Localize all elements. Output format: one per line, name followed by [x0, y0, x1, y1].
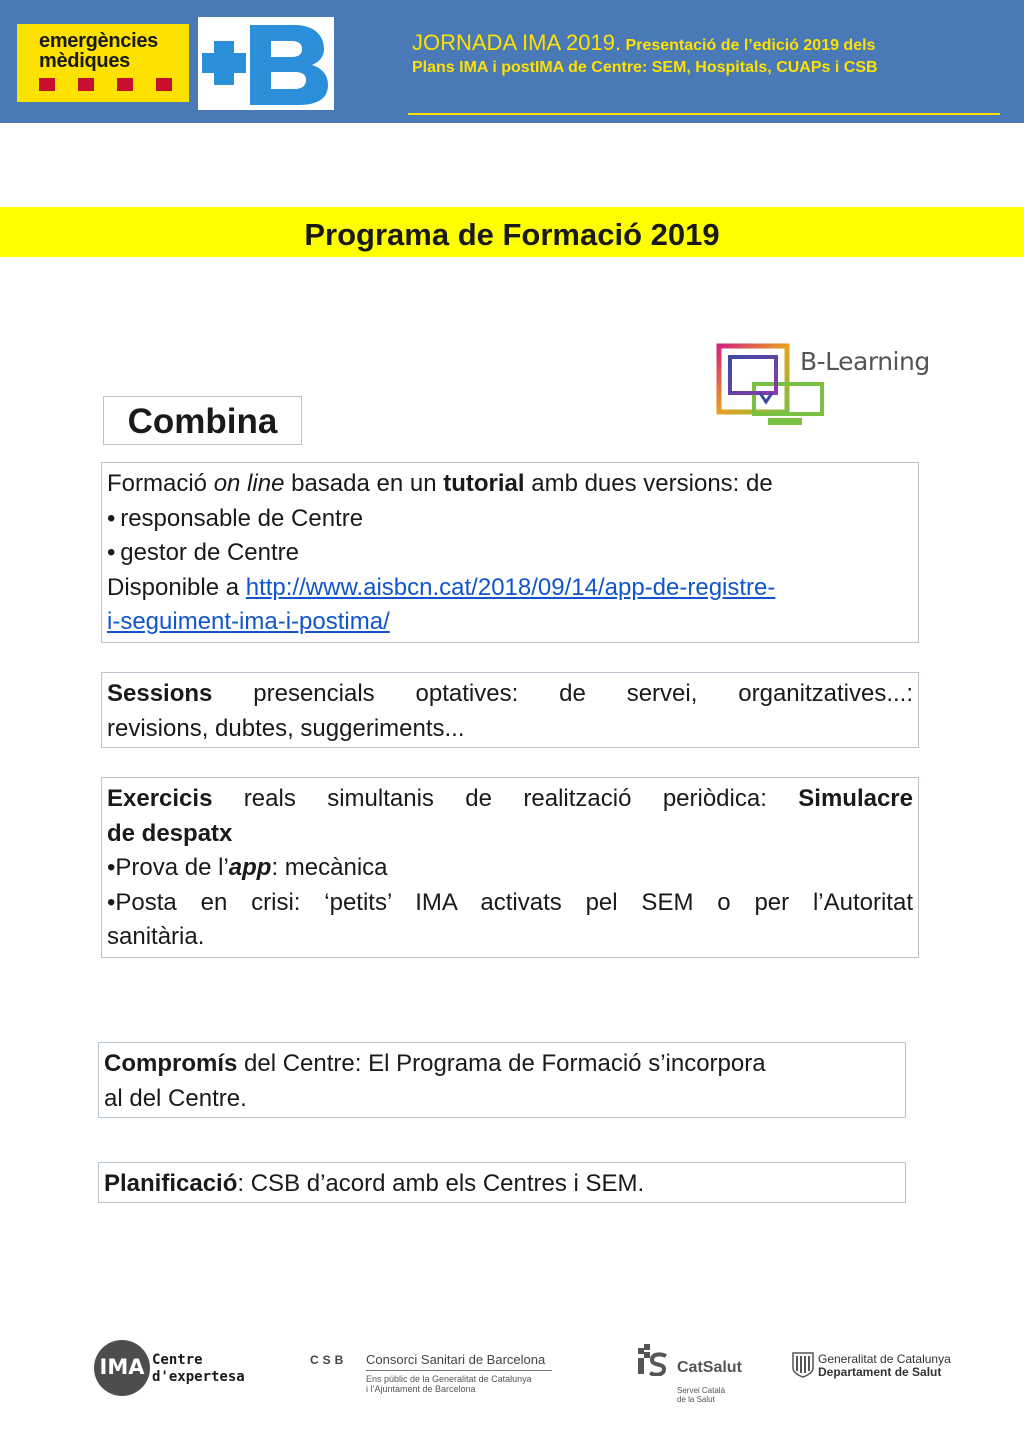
text-italic: on line [213, 470, 285, 497]
header-title-sub: Presentació de l’edició 2019 dels [625, 37, 876, 54]
link-continuation-line [107, 605, 913, 640]
combina-label: Combina [103, 396, 302, 445]
generalitat-line2: Departament de Salut [818, 1365, 942, 1379]
ima-logo-icon [94, 1340, 150, 1396]
header-title-line2: Plans IMA i postIMA de Centre: SEM, Hospitals, CUAPs i CSB [412, 59, 878, 76]
header-title-main: JORNADA IMA 2019. [412, 30, 622, 55]
catsalut-name: CatSalut [677, 1359, 742, 1376]
commitment-box [98, 1042, 906, 1118]
csb-divider [366, 1370, 552, 1371]
commitment-line1 [104, 1047, 900, 1082]
header-title [412, 32, 1012, 76]
generalitat-logo-icon [792, 1352, 814, 1378]
b-learning-label: B-Learning [800, 347, 930, 376]
csb-logo-mark: CSB [310, 1353, 348, 1367]
program-title: Programa de Formació 2019 [304, 217, 720, 252]
text-bold: Exercicis [107, 785, 213, 812]
list-item [107, 851, 913, 886]
online-training-box [101, 462, 919, 643]
catsalut-sub-line1: Servei Català [677, 1386, 726, 1395]
list-item-label: gestor de Centre [120, 539, 299, 566]
tutorial-link[interactable]: i-seguiment-ima-i-postima/ [107, 608, 390, 635]
text: presencials optatives: de servei, organitzatives...: [212, 680, 913, 707]
text: : mecànica [271, 854, 388, 881]
logo-em-line2: mèdiques [39, 50, 130, 72]
header-band [0, 0, 1024, 123]
logo-em-line1: emergències [39, 30, 158, 52]
text-bold-italic: app [228, 854, 272, 881]
commitment-line2: al del Centre. [104, 1084, 247, 1112]
csb-sub-line2: i l’Ajuntament de Barcelona [366, 1384, 476, 1394]
available-at-line [107, 571, 913, 606]
program-title-band [0, 207, 1024, 257]
plus-b-logo-icon [198, 17, 334, 110]
list-item-continuation: sanitària. [107, 923, 205, 950]
list-item: •Posta en crisi: ‘petits’ IMA activats pel SEM o per l’Autoritat [107, 888, 913, 916]
text: reals simultanis de realització periòdica: [212, 785, 799, 812]
catsalut-sub-line2: de la Salut [677, 1395, 715, 1404]
text: del Centre: El Programa de Formació s’incorpora [237, 1050, 766, 1077]
ima-badge-text: IMA [99, 1355, 145, 1379]
text: : CSB d’acord amb els Centres i SEM. [237, 1170, 645, 1197]
exercises-line1 [107, 782, 913, 817]
generalitat-text [818, 1353, 951, 1379]
text: amb dues versions: de [524, 470, 773, 497]
text-bold: tutorial [443, 470, 525, 497]
sessions-box [101, 672, 919, 748]
exercises-box [101, 777, 919, 958]
logo-em-square-icon [156, 78, 172, 91]
list-item: • responsable de Centre [107, 504, 364, 532]
text: •Prova de l’ [107, 854, 229, 881]
text: Formació [107, 470, 214, 497]
logo-em-square-icon [39, 78, 55, 91]
text-bold: Planificació [104, 1170, 238, 1197]
emergencies-mediques-logo [17, 24, 189, 102]
csb-name: Consorci Sanitari de Barcelona [366, 1352, 546, 1367]
text-bold: Sessions [107, 680, 213, 707]
planning-line [104, 1167, 900, 1202]
tutorial-link[interactable]: http://www.aisbcn.cat/2018/09/14/app-de-registre- [245, 573, 776, 601]
sessions-line2: revisions, dubtes, suggeriments... [107, 714, 465, 742]
sessions-line1 [107, 677, 913, 712]
header-divider [408, 113, 1000, 115]
ima-line1: Centre [152, 1352, 203, 1368]
generalitat-line1: Generalitat de Catalunya [818, 1352, 951, 1366]
list-item-label: responsable de Centre [120, 504, 364, 532]
text: Disponible a [107, 573, 246, 601]
ima-line2: d'expertesa [152, 1369, 245, 1385]
list-item: • gestor de Centre [107, 539, 299, 566]
text-bold: Compromís [104, 1050, 238, 1077]
text-bold: de despatx [107, 819, 233, 847]
text-bold: Simulacre [798, 785, 913, 812]
csb-subtitle [366, 1374, 532, 1394]
exercises-line2 [107, 817, 913, 852]
planning-box [98, 1162, 906, 1203]
text: basada en un [284, 470, 444, 497]
catsalut-subtitle [677, 1386, 725, 1404]
catsalut-logo-icon [638, 1344, 668, 1376]
ima-centre-expertesa [152, 1352, 245, 1386]
logo-em-square-icon [78, 78, 94, 91]
online-training-intro [107, 467, 913, 502]
logo-em-square-icon [117, 78, 133, 91]
csb-sub-line1: Ens públic de la Generalitat de Catalunya [366, 1374, 532, 1384]
